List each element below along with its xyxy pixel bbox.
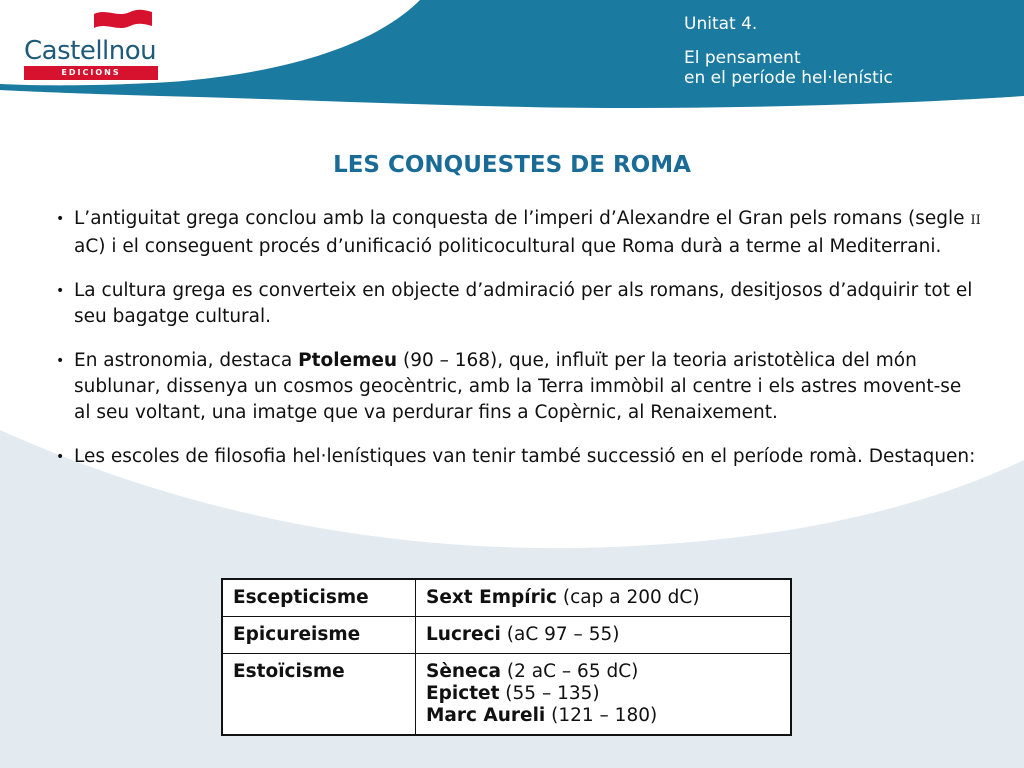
bullet-text: (90 – 168), que, influït per la teoria aristotèlica del món sublunar, dissenya un cosmos geocèntric, amb la Terra immòbil al centre i els astres movent-se al seu voltant, una imatge que va perdurar fins a Copèrnic, al Renaixement.	[74, 350, 962, 423]
bullet-text: En astronomia, destaca	[74, 350, 299, 371]
school-name: Escepticisme	[222, 579, 416, 617]
bullet-text: L’antiguitat grega conclou amb la conquesta de l’imperi d’Alexandre el Gran pels romans (segle	[74, 208, 971, 229]
bullet-icon: •	[56, 211, 65, 227]
bullet-icon: •	[56, 353, 65, 369]
unit-number: Unitat 4.	[684, 14, 758, 34]
person-name: Marc Aureli	[426, 705, 546, 726]
person-dates: (121 – 180)	[545, 705, 658, 726]
bullet-text: aC) i el conseguent procés d’unificació politicocultural que Roma durà a terme al Mediterrani.	[74, 236, 942, 257]
table-row	[222, 579, 791, 617]
school-name: Estoïcisme	[222, 654, 416, 736]
school-people	[416, 654, 792, 736]
person-name: Lucreci	[426, 624, 501, 645]
bullet-text: La cultura grega es converteix en objecte d’admiració per als romans, desitjosos d’adquirir tot el seu bagatge cultural.	[74, 280, 973, 327]
person-dates: (cap a 200 dC)	[557, 587, 700, 608]
schools-table	[221, 578, 792, 736]
bullet-icon: •	[56, 283, 65, 299]
unit-subtitle-line2: en el període hel·lenístic	[684, 68, 893, 88]
bullet-item	[52, 348, 982, 426]
unit-subtitle-line1: El pensament	[684, 48, 801, 68]
century-numeral: II	[970, 213, 981, 228]
bullet-list	[52, 206, 982, 488]
bullet-text: Les escoles de filosofia hel·lenístiques van tenir també successió en el període romà. Destaquen:	[74, 446, 976, 467]
logo-sub: EDICIONS	[61, 68, 121, 77]
page-title: LES CONQUESTES DE ROMA	[333, 152, 691, 178]
person-dates: (55 – 135)	[499, 683, 600, 704]
person-name: Epictet	[426, 683, 500, 704]
table-row	[222, 617, 791, 654]
person-name: Sèneca	[426, 661, 502, 682]
school-name: Epicureisme	[222, 617, 416, 654]
person-name: Sext Empíric	[426, 587, 558, 608]
table-row	[222, 654, 791, 736]
bullet-item	[52, 444, 982, 470]
bullet-item	[52, 278, 982, 330]
school-people	[416, 579, 792, 617]
unit-header	[684, 14, 893, 88]
bullet-icon: •	[56, 449, 65, 465]
bullet-item	[52, 206, 982, 260]
castellnou-logo	[22, 8, 162, 78]
person-dates: (aC 97 – 55)	[500, 624, 620, 645]
flag-icon	[90, 8, 154, 38]
school-people	[416, 617, 792, 654]
person-name: Ptolemeu	[298, 350, 398, 371]
person-dates: (2 aC – 65 dC)	[501, 661, 639, 682]
logo-name: Castellnou	[24, 36, 157, 66]
